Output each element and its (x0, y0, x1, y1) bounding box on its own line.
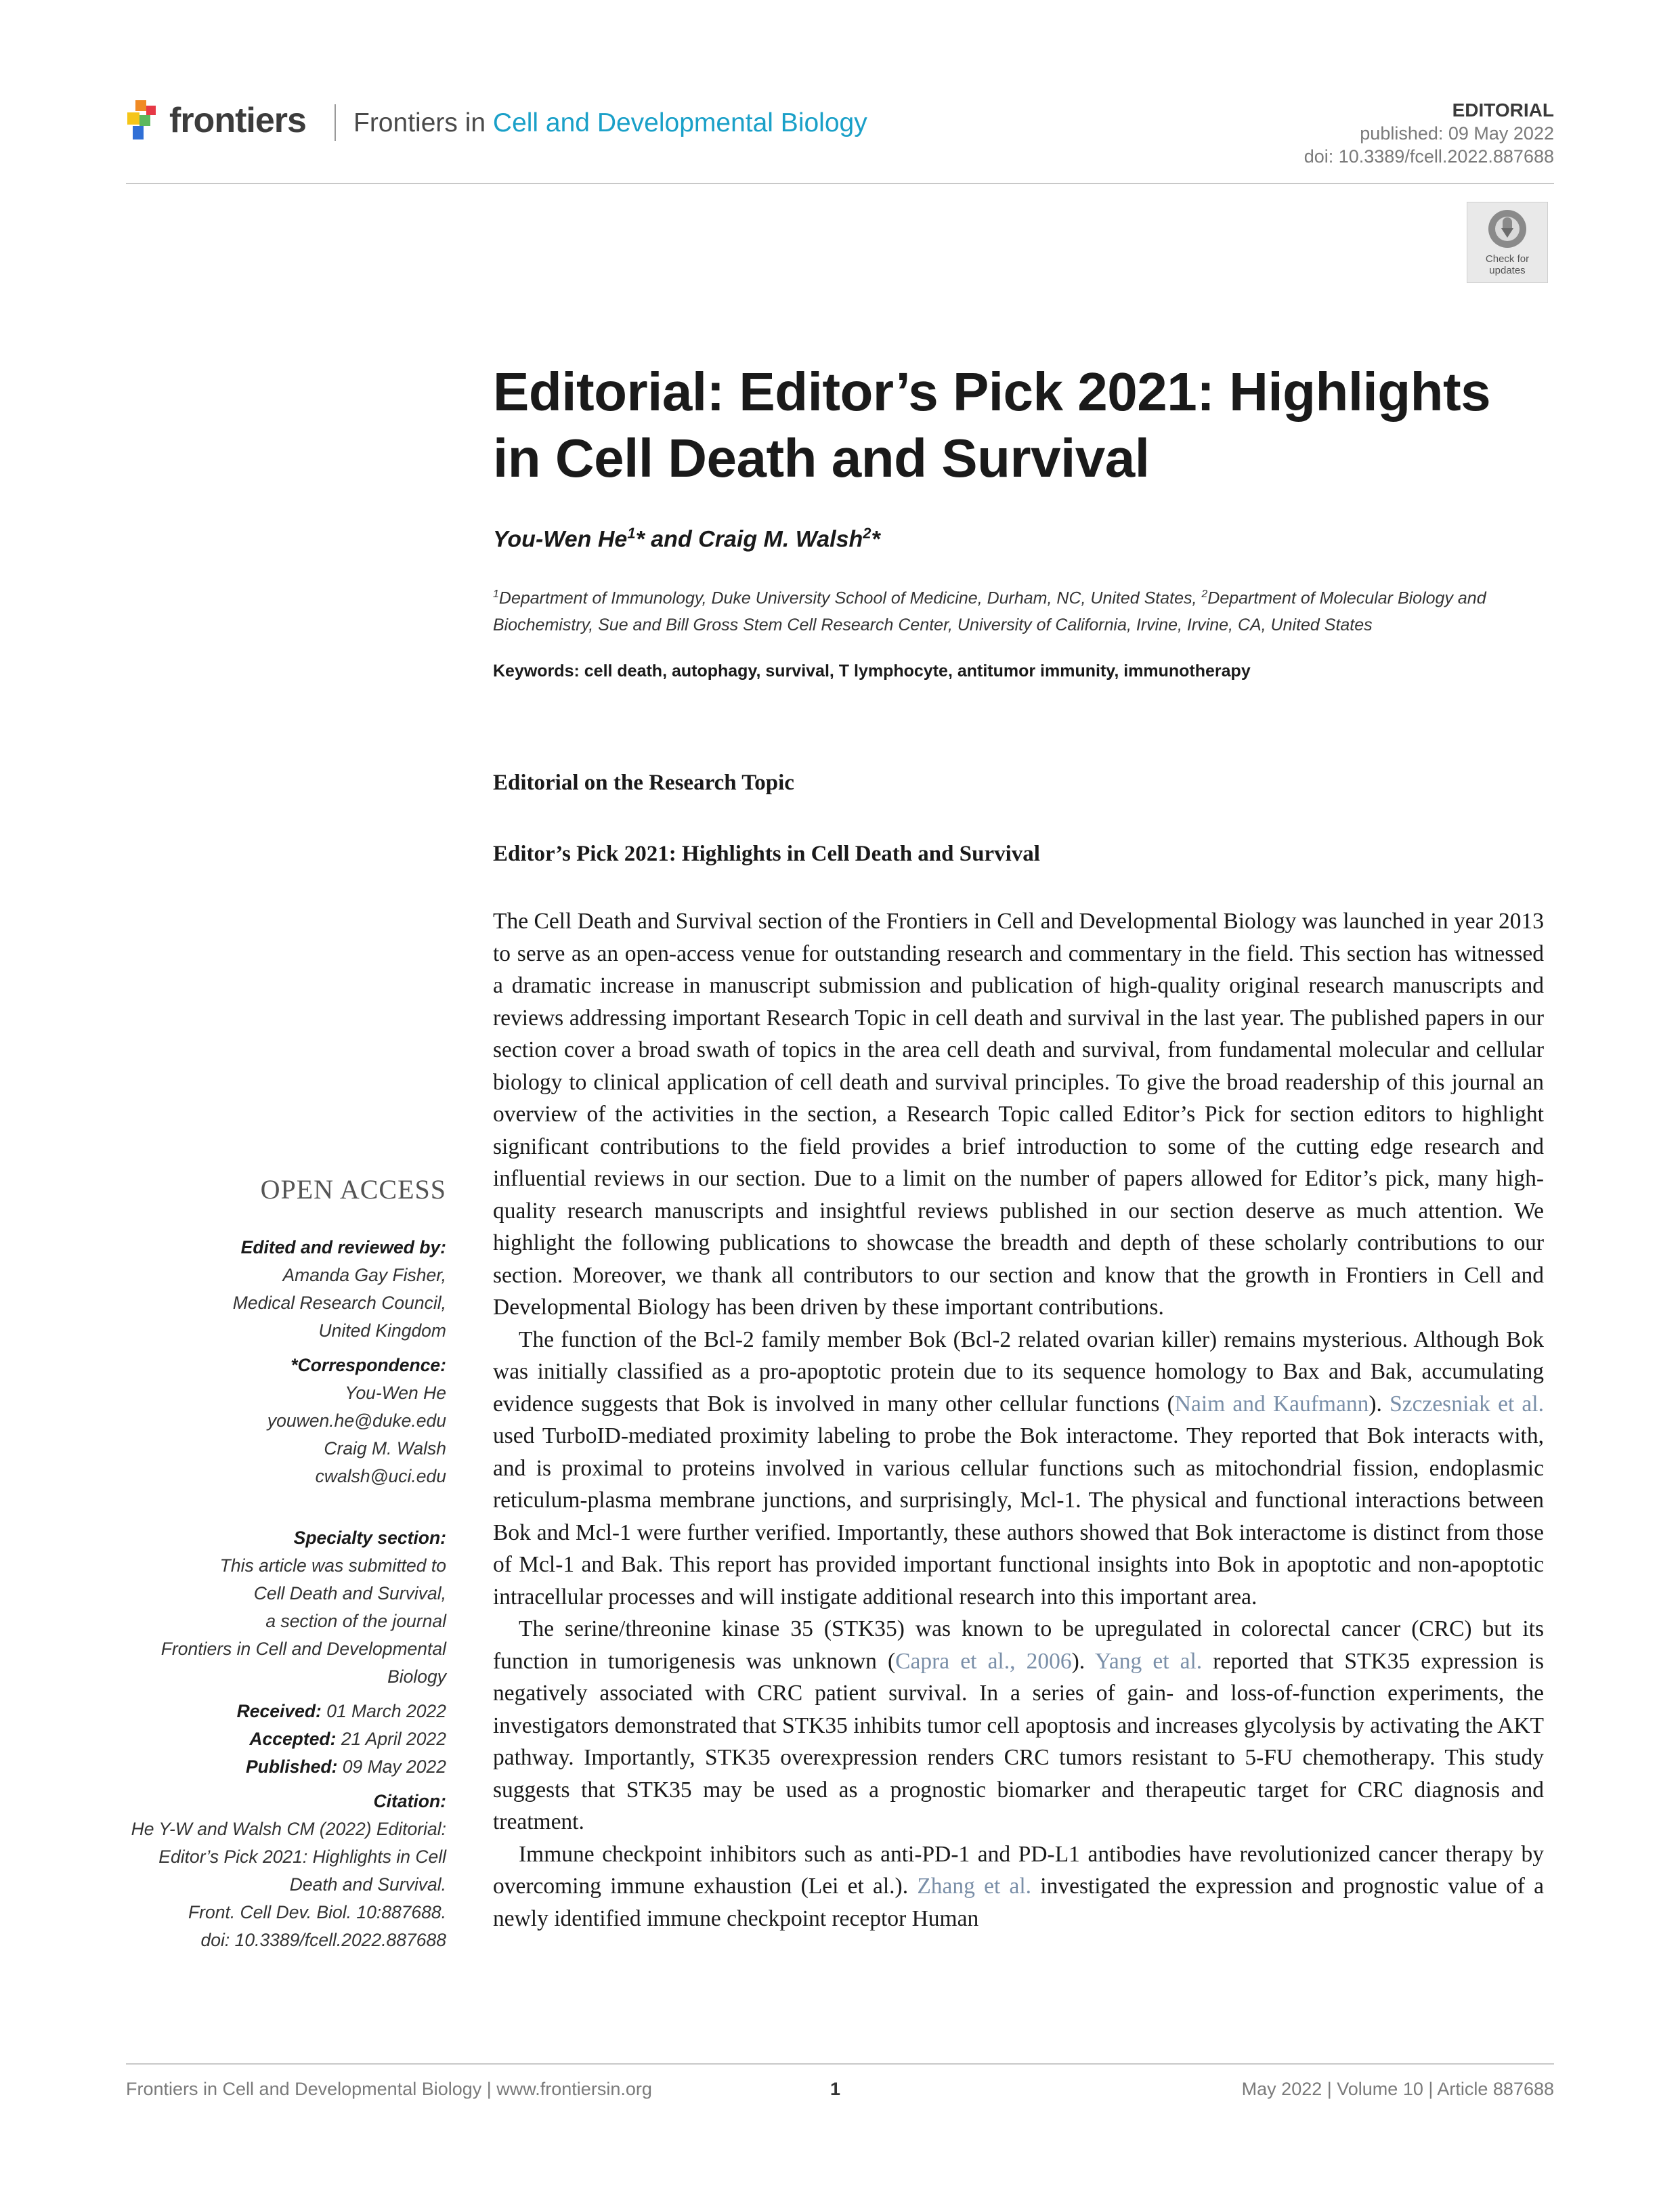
publisher-name: frontiers (169, 101, 306, 140)
specialty-line-1: This article was submitted to (219, 1555, 446, 1576)
research-topic-name[interactable]: Editor’s Pick 2021: Highlights in Cell Death and Survival (493, 842, 1040, 866)
received-label: Received: (236, 1701, 322, 1721)
published-date-sidebar (108, 1753, 446, 1781)
p2-text-c: used TurboID-mediated proximity labeling to probe the Bok interactome. They reported that Bok interacts with, and is proximal to proteins involved in various cellular functions such as mitochondrial fission, endoplasmic reticulum-plasma membrane junctions, and surprisingly, Mcl-1. The physical and functional interactions between Bok and Mcl-1 were further verified. Importantly, these authors showed that Bok interactome is distinct from those of Mcl-1 and Bak. This report has provided important functional insights into Bok in apoptotic and non-apoptotic intracellular processes and will instigate additional research into this important area. (493, 1423, 1544, 1610)
ref-link-zhang[interactable]: Zhang et al. (917, 1874, 1032, 1899)
citation-line-4: Front. Cell Dev. Biol. 10:887688. (188, 1902, 446, 1922)
published-value: 09 May 2022 (337, 1756, 446, 1777)
p2-text-a: The function of the Bcl-2 family member Bok (Bcl-2 related ovarian killer) remains mysterious. Although Bok was initially classified as a pro-apoptotic protein due to its sequence homology to Bax and Bak, accumulating evidence suggests that Bok is involved in many other cellular functions ( (493, 1327, 1544, 1417)
specialty-line-5: Biology (387, 1666, 446, 1687)
correspondent-1-email[interactable]: youwen.he@duke.edu (267, 1410, 446, 1431)
article-title (493, 359, 1556, 492)
open-access-label: OPEN ACCESS (260, 1174, 446, 1205)
author-2-mark: * (871, 526, 880, 553)
specialty-line-3: a section of the journal (265, 1611, 446, 1631)
ref-link-szczesniak[interactable]: Szczesniak et al. (1390, 1391, 1544, 1417)
received-value: 01 March 2022 (321, 1701, 446, 1721)
editor-country: United Kingdom (318, 1320, 446, 1341)
ref-link-yang[interactable]: Yang et al. (1095, 1648, 1203, 1674)
correspondent-1-name: You-Wen He (345, 1383, 446, 1403)
citation-line-2: Editor’s Pick 2021: Highlights in Cell (158, 1847, 446, 1867)
page-number: 1 (830, 2079, 841, 2099)
doi[interactable]: doi: 10.3389/fcell.2022.887688 (1304, 146, 1554, 167)
published-label: Published: (245, 1756, 338, 1777)
header-divider (335, 104, 336, 141)
footer-issue-info: May 2022 | Volume 10 | Article 887688 (1241, 2079, 1554, 2099)
body-paragraph-1: The Cell Death and Survival section of the Frontiers in Cell and Developmental Biology was launched in year 2013 to serve as an open-access venue for outstanding research and commentary in the field. This section has witnessed a dramatic increase in manuscript submission and publication of high-quality original research manuscripts and reviews addressing important Research Topic in cell death and survival in the last year. The published papers in our section cover a broad swath of topics in the area cell death and survival, from fundamental molecular and cellular biology to clinical application of cell death and survival principles. To give the broad readership of this journal an overview of the activities in the section, a Research Topic called Editor’s Pick for section editors to highlight significant contributions to the field provides a brief introduction to some of the cutting edge research and influential reviews in our section. Due to a limit on the number of papers allowed for Editor’s pick, many high-quality research manuscripts and insightful reviews published in our section deserve as much attention. We highlight the following publications to showcase the breadth and depth of these scholarly contributions to our section. Moreover, we thank all contributors to our section and know that the growth in Frontiers in Cell and Developmental Biology has been driven by these important contributions. (493, 909, 1544, 1320)
article-meta (1304, 99, 1554, 168)
aff-1-sup: 1 (493, 588, 499, 600)
footer-journal-link[interactable]: Frontiers in Cell and Developmental Biology | www.frontiersin.org (126, 2079, 652, 2099)
title-line-2: in Cell Death and Survival (493, 428, 1150, 488)
author-joiner: and (644, 526, 699, 553)
check-updates-icon (1486, 208, 1528, 250)
frontiers-logo[interactable] (126, 100, 306, 141)
aff-1: Department of Immunology, Duke University School of Medicine, Durham, NC, United States, (498, 588, 1202, 608)
check-for-updates-button[interactable] (1467, 202, 1548, 283)
affiliations (493, 581, 1556, 639)
received-date (108, 1698, 446, 1725)
header-rule (126, 183, 1554, 184)
correspondent-2-email[interactable]: cwalsh@uci.edu (315, 1466, 446, 1486)
editor-name[interactable]: Amanda Gay Fisher, (282, 1265, 446, 1285)
article-info-sidebar (108, 1234, 446, 1954)
title-line-1: Editorial: Editor’s Pick 2021: Highlights (493, 362, 1491, 422)
p3-text-a: The serine/threonine kinase 35 (STK35) was known to be upregulated in colorectal cancer (CRC) but its function in tumorigenesis was unknown ( (493, 1616, 1544, 1674)
citation-line-5[interactable]: doi: 10.3389/fcell.2022.887688 (200, 1930, 446, 1950)
accepted-label: Accepted: (249, 1729, 337, 1749)
ref-link-capra[interactable]: Capra et al., 2006 (895, 1648, 1072, 1674)
frontiers-logo-icon (126, 100, 163, 141)
article-type: EDITORIAL (1452, 100, 1554, 121)
author-2-affil: 2 (863, 525, 871, 542)
author-1-affil: 1 (627, 525, 636, 542)
footer-rule (126, 2063, 1554, 2065)
ref-link-naim-kaufmann[interactable]: Naim and Kaufmann (1174, 1391, 1369, 1417)
aff-2-sup: 2 (1201, 588, 1208, 600)
journal-accent: Cell and Developmental Biology (492, 108, 867, 137)
specialty-line-2: Cell Death and Survival, (253, 1583, 446, 1603)
citation-line-3: Death and Survival. (289, 1874, 446, 1895)
keywords (493, 662, 1251, 681)
citation-line-1: He Y-W and Walsh CM (2022) Editorial: (131, 1819, 446, 1839)
p3-text-c: reported that STK35 expression is negatively associated with CRC patient survival. In a series of gain- and loss-of-function experiments, the investigators demonstrated that STK35 inhibits tumor cell apoptosis and increases glycolysis by activating the AKT pathway. Importantly, STK35 overexpression renders CRC tumors resistant to 5-FU chemotherapy. This study suggests that STK35 may be used as a prognostic biomarker and therapeutic target for CRC diagnosis and treatment. (493, 1648, 1545, 1834)
edited-label: Edited and reviewed by: (240, 1237, 446, 1257)
accepted-value: 21 April 2022 (336, 1729, 446, 1749)
specialty-label: Specialty section: (293, 1528, 446, 1548)
check-updates-line2: updates (1489, 265, 1526, 276)
author-1-mark: * (635, 526, 645, 553)
keywords-label: Keywords: (493, 662, 580, 681)
specialty-line-4: Frontiers in Cell and Developmental (160, 1639, 446, 1659)
p3-text-b: ). (1071, 1648, 1096, 1674)
published-date: published: 09 May 2022 (1360, 123, 1554, 144)
editor-institution: Medical Research Council, (232, 1293, 446, 1313)
p4-text-b: investigated the expression and prognostic value of a newly identified immune checkpoint receptor Human (493, 1874, 1544, 1931)
journal-prefix: Frontiers in (353, 108, 493, 137)
body-paragraph-2 (493, 1324, 1544, 1614)
research-topic-heading: Editorial on the Research Topic (493, 771, 794, 795)
author-2[interactable]: Craig M. Walsh (698, 526, 863, 553)
authors (493, 525, 880, 553)
check-updates-line1: Check for (1485, 253, 1530, 265)
correspondent-2-name: Craig M. Walsh (324, 1438, 446, 1459)
correspondence-label: *Correspondence: (290, 1355, 446, 1375)
p2-text-b: ). (1369, 1391, 1390, 1417)
aff-2: Department of Molecular Biology and Biochemistry, Sue and Bill Gross Stem Cell Research Center, University of California, Irvine, Irvine, CA, United States (493, 588, 1486, 635)
author-1[interactable]: You-Wen He (493, 526, 628, 553)
p4-text-a: Immune checkpoint inhibitors such as anti-PD-1 and PD-L1 antibodies have revolutionized cancer therapy by overcoming immune exhaustion (Lei et al.). (493, 1841, 1544, 1899)
article-body (493, 905, 1544, 1935)
body-paragraph-3 (493, 1613, 1544, 1838)
keywords-list: cell death, autophagy, survival, T lymphocyte, antitumor immunity, immunotherapy (579, 662, 1251, 681)
citation-label: Citation: (373, 1791, 446, 1811)
accepted-date (108, 1725, 446, 1753)
journal-name[interactable] (353, 108, 867, 138)
body-paragraph-4 (493, 1838, 1544, 1935)
